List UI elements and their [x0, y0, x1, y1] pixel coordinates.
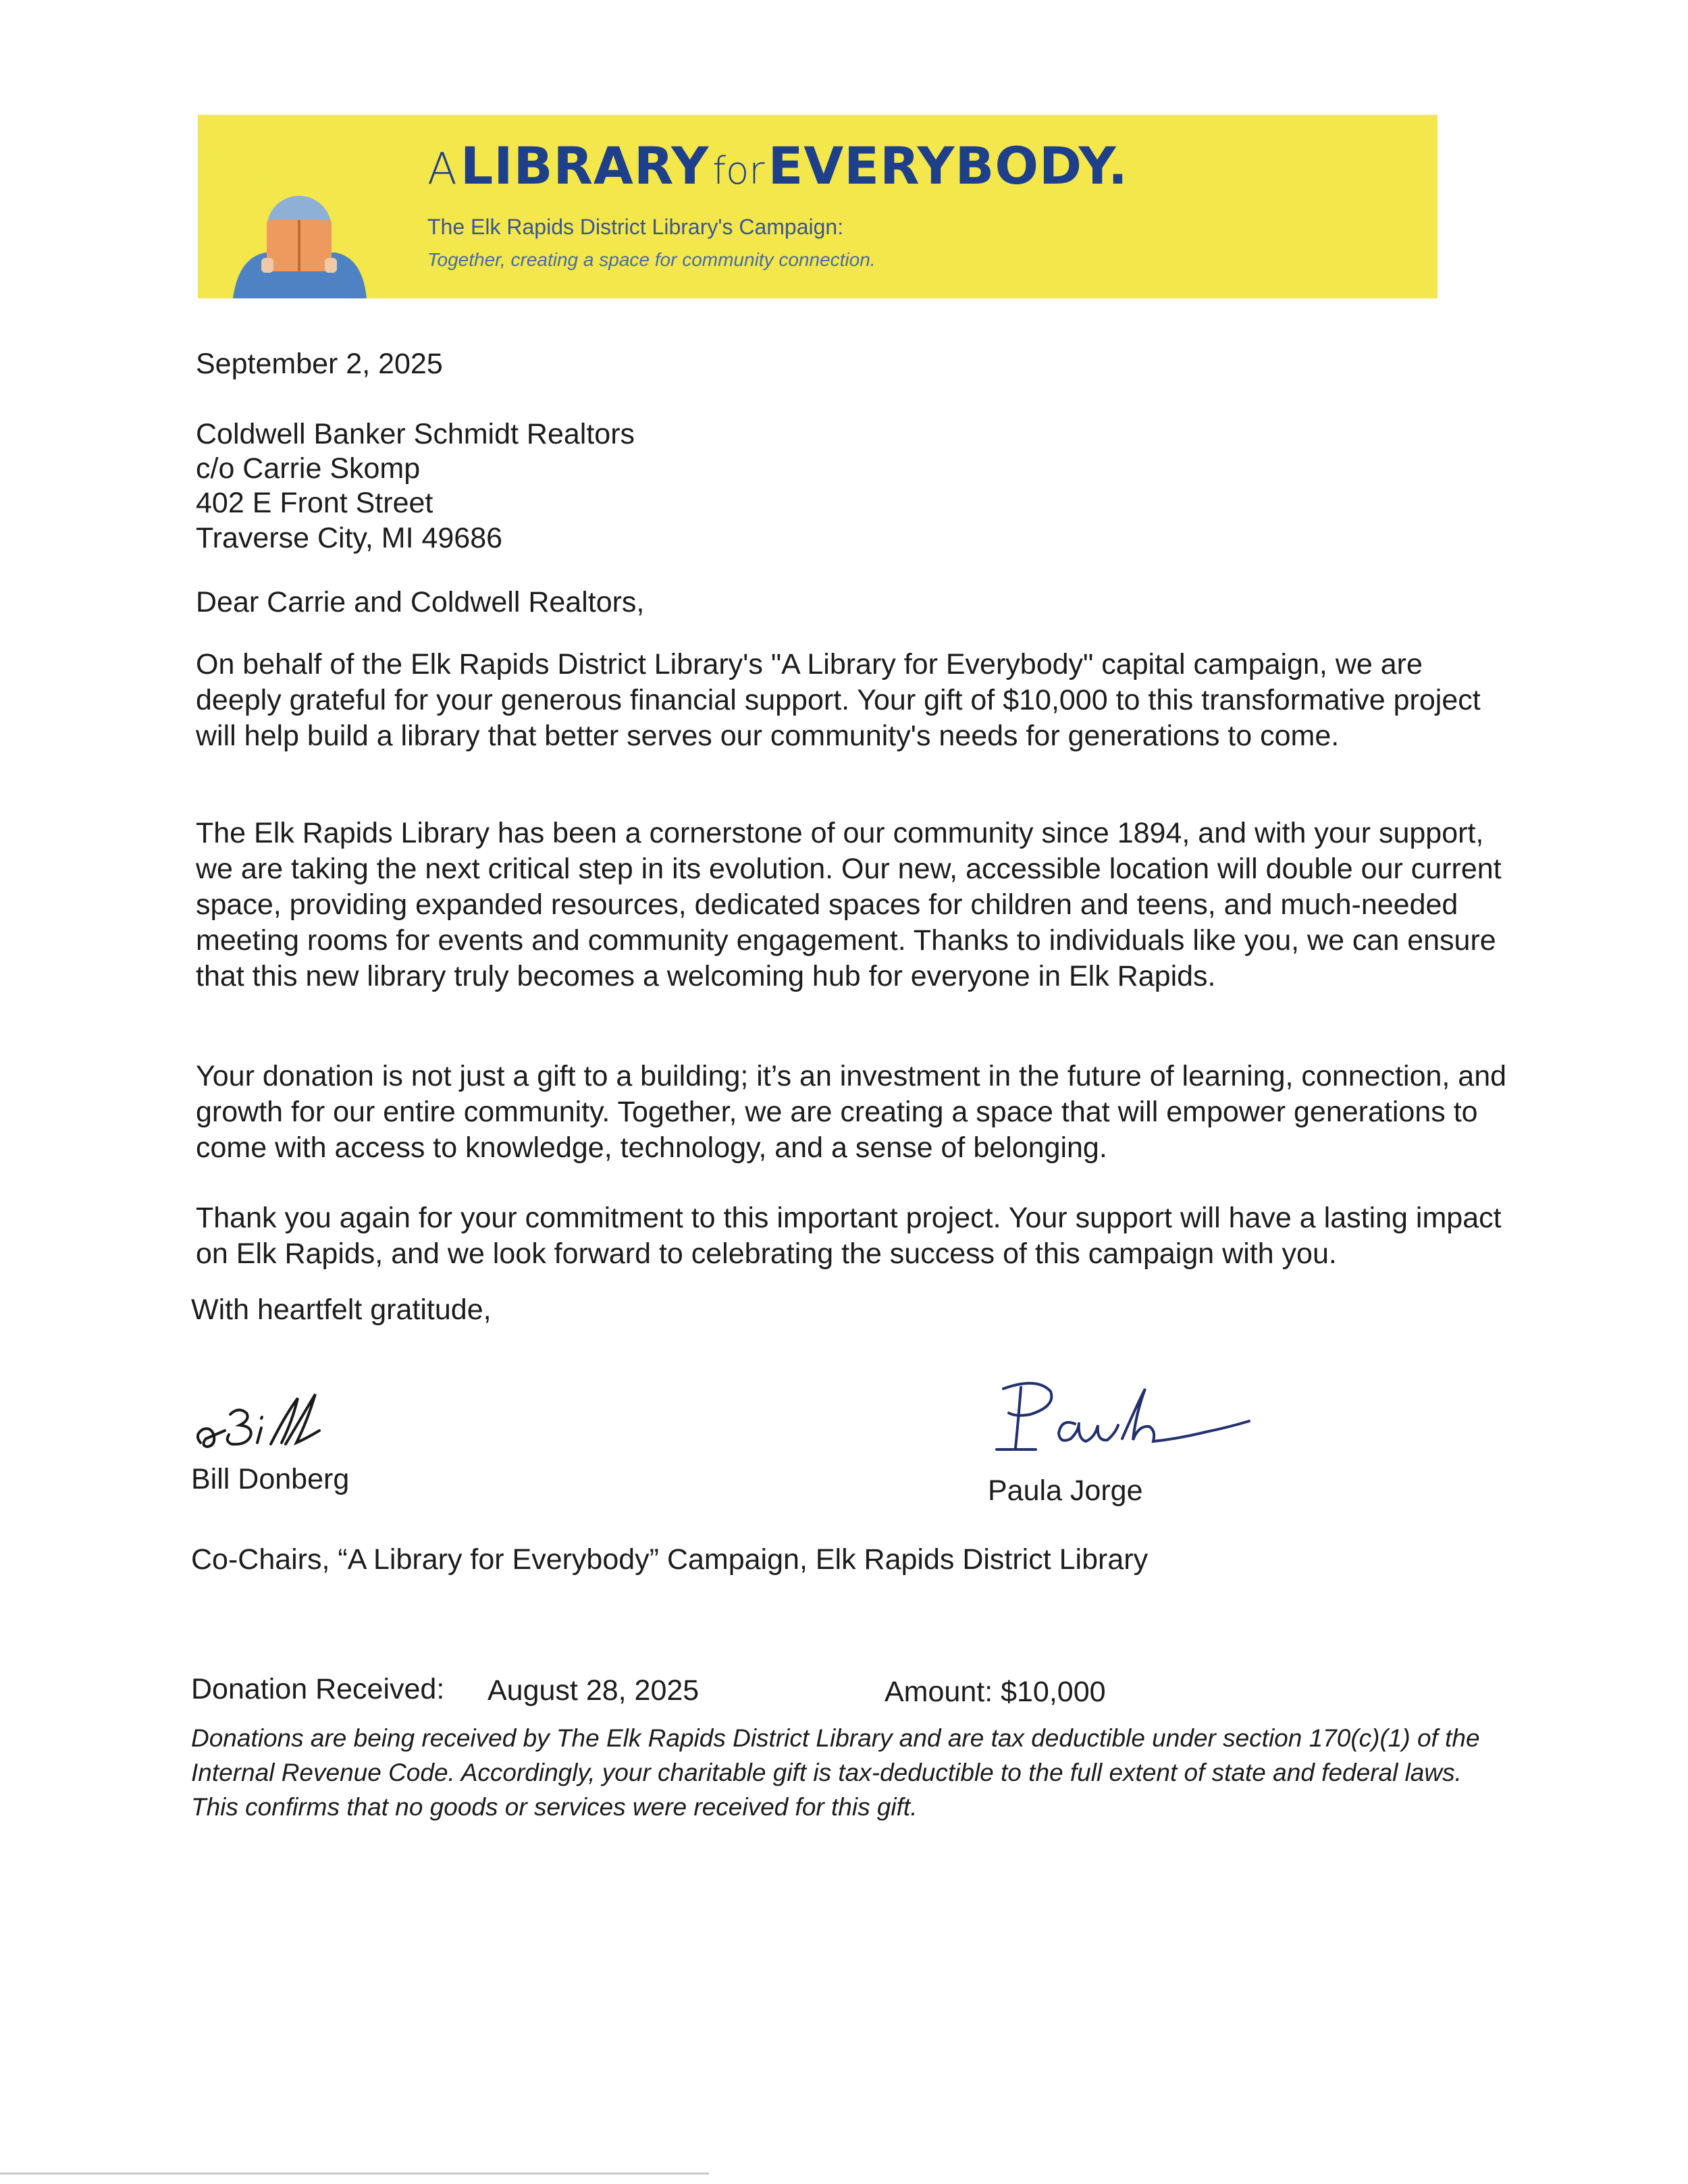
signer-name-paula: Paula Jorge [988, 1474, 1143, 1507]
body-paragraph: Thank you again for your commitment to this important project. Your support will have a lasting impact on Elk Rapids, and we look forward to celebrating the success of this campaign with you. [196, 1202, 1502, 1270]
recipient-line: 402 E Front Street [196, 487, 433, 519]
salutation: Dear Carrie and Coldwell Realtors, [196, 586, 645, 618]
signer-title: Co-Chairs, “A Library for Everybody” Campaign, Elk Rapids District Library [191, 1543, 1149, 1576]
body-paragraph: On behalf of the Elk Rapids District Library's "A Library for Everybody" capital campaign, we are deeply grateful for your generous financial support. Your gift of $10,000 to this transformative project will help build a library that better serves our community's needs for generations to come. [196, 648, 1481, 752]
donation-amount-value: $10,000 [1001, 1676, 1106, 1708]
paula-signature [976, 1374, 1253, 1468]
recipient-line: Traverse City, MI 49686 [196, 522, 503, 554]
donation-received-date: August 28, 2025 [487, 1674, 700, 1707]
title-word-for: for [712, 149, 765, 193]
campaign-tagline: Together, creating a space for community connection. [427, 249, 876, 270]
reading-child-illustration [198, 115, 400, 298]
title-word-a: A [427, 144, 457, 194]
donation-amount-label: Amount: [885, 1676, 993, 1708]
donation-amount [885, 1674, 1106, 1709]
bottom-rule [0, 2173, 709, 2175]
signer-name-bill: Bill Donberg [191, 1463, 350, 1495]
title-word-everybody: EVERYBODY. [768, 136, 1128, 196]
closing: With heartfelt gratitude, [191, 1294, 492, 1326]
bill-signature [191, 1387, 346, 1462]
title-word-library: LIBRARY [460, 136, 710, 196]
campaign-banner [198, 115, 1438, 298]
recipient-line: Coldwell Banker Schmidt Realtors [196, 418, 635, 450]
campaign-subtitle: The Elk Rapids District Library's Campaign: [427, 215, 844, 239]
letter-date: September 2, 2025 [196, 348, 443, 380]
campaign-title [427, 136, 1128, 196]
recipient-line: c/o Carrie Skomp [196, 452, 421, 485]
donation-received-label: Donation Received: [191, 1673, 445, 1705]
body-paragraph: The Elk Rapids Library has been a cornerstone of our community since 1894, and with your support, we are taking the next critical step in its evolution. Our new, accessible location will double our current space, providing expanded resources, dedicated spaces for children and teens, and much-needed meeting rooms for events and community engagement. Thanks to individuals like you, we can ensure that this new library truly becomes a welcoming hub for everyone in Elk Rapids. [196, 817, 1502, 992]
body-paragraph: Your donation is not just a gift to a building; it’s an investment in the future of learning, connection, and growth for our entire community. Together, we are creating a space that will empower generations to come with access to knowledge, technology, and a sense of belonging. [196, 1060, 1507, 1164]
tax-disclaimer: Donations are being received by The Elk Rapids District Library and are tax deductible under section 170(c)(1) of the Internal Revenue Code. Accordingly, your charitable gift is tax-deductible to the full extent of state and federal laws. This confirms that no goods or services were received for this gift. [191, 1724, 1480, 1821]
